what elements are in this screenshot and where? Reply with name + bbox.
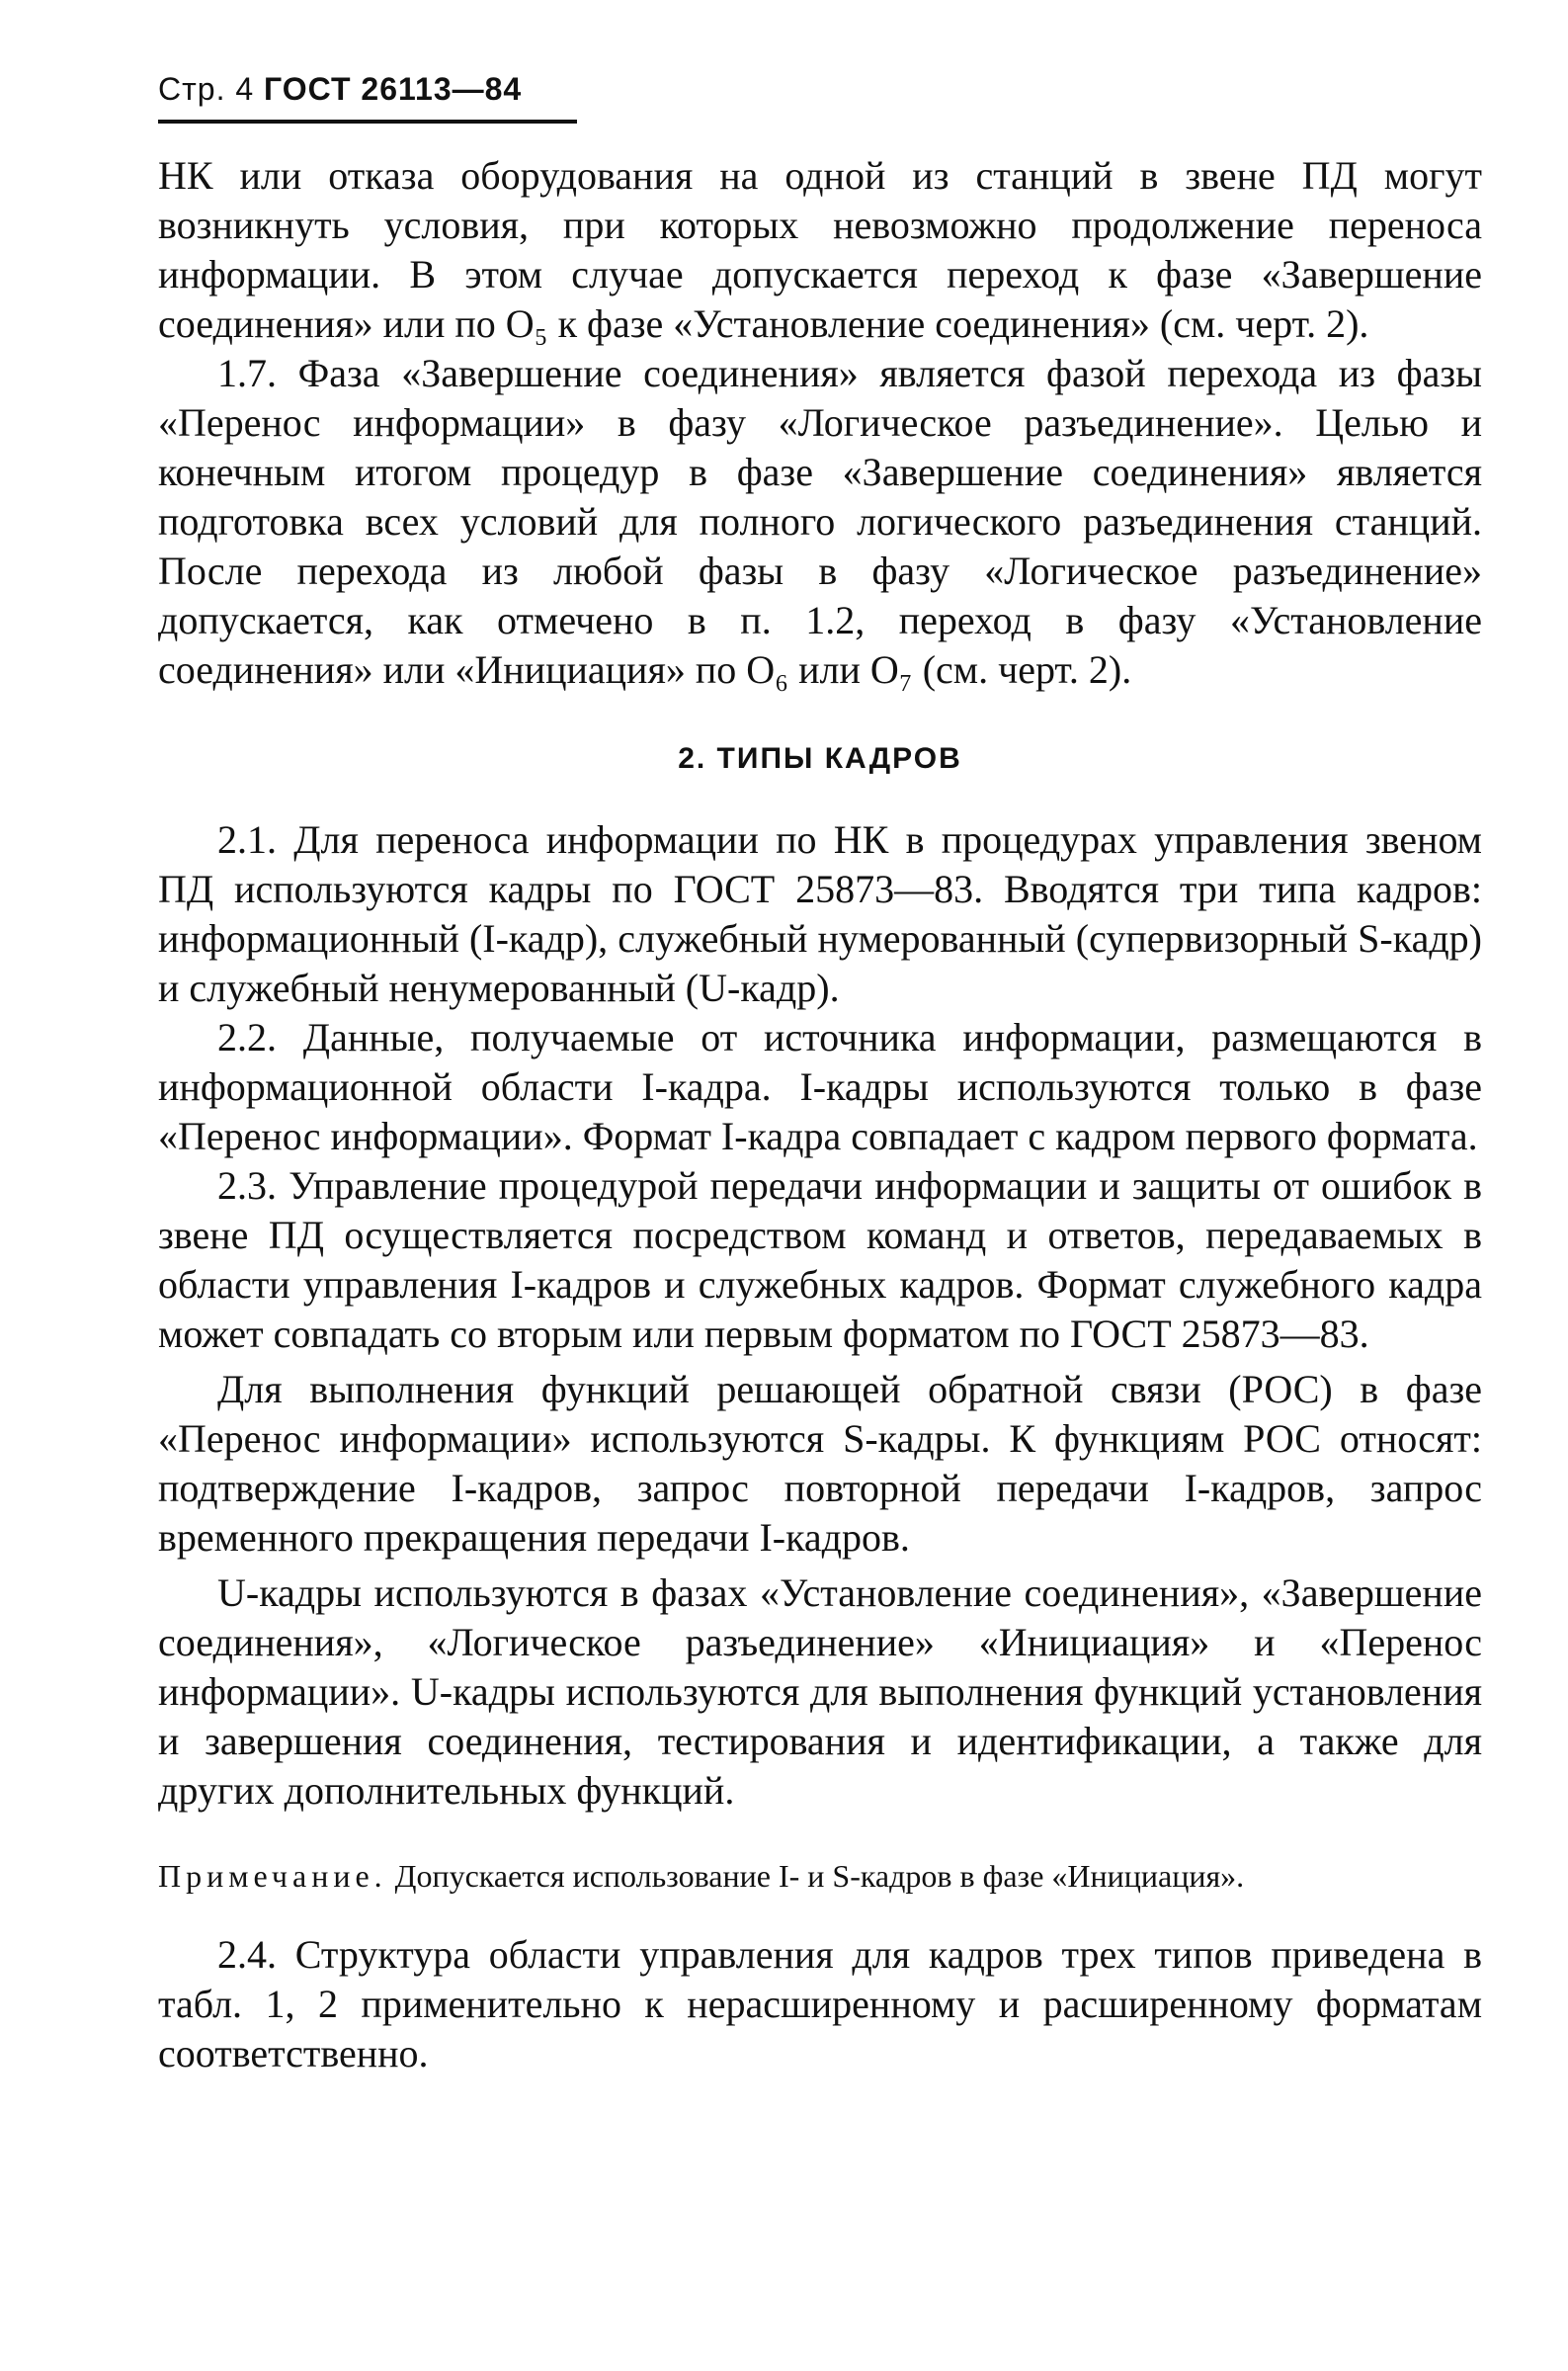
paragraph-2-3: 2.3. Управление процедурой передачи информации и защиты от ошибок в звене ПД осуществляется посредством команд и ответов, передаваемых в области управления I-кадров и служебных кадров. Формат служебного кадра может совпадать со вторым или первым форматом по ГОСТ 25873—83. <box>158 1163 1482 1356</box>
paragraph-2-2: 2.2. Данные, получаемые от источника информации, размещаются в информационной области I-кадра. I-кадры используются только в фазе «Перенос информации». Формат I-кадра совпадает с кадром первого формата. <box>158 1015 1482 1158</box>
paragraph-continuation: НК или отказа оборудования на одной из станций в звене ПД могут возникнуть условия, при которых невозможно продолжение переноса информации. В этом случае допускается переход к фазе «Завершение соединения» или по O₅ к фазе «Установление соединения» (см. черт. 2). <box>158 153 1482 346</box>
paragraph-u-frames: U-кадры используются в фазах «Установление соединения», «Завершение соединения», «Логическое разъединение» «Инициация» и «Перенос информации». U-кадры используются для выполнения функций установления и завершения соединения, тестирования и идентификации, а также для других дополнительных функций. <box>158 1570 1482 1813</box>
header-rule <box>158 120 577 124</box>
paragraph-2-1: 2.1. Для переноса информации по НК в процедурах управления звеном ПД используются кадры по ГОСТ 25873—83. Вводятся три типа кадров: информационный (I-кадр), служебный нумерованный (супервизорный S-кадр) и служебный ненумерованный (U-кадр). <box>158 817 1482 1010</box>
note-text: Допускается использование I- и S-кадров в фазе «Инициация». <box>386 1858 1245 1894</box>
paragraph-roc: Для выполнения функций решающей обратной связи (РОС) в фазе «Перенос информации» используются S-кадры. К функциям РОС относят: подтверждение I-кадров, запрос повторной передачи I-кадров, запрос временного прекращения передачи I-кадров. <box>158 1367 1482 1560</box>
note-label: Примечание. <box>158 1858 387 1894</box>
section-2-title: 2. ТИПЫ КАДРОВ <box>678 742 962 775</box>
page-header <box>158 71 1482 108</box>
paragraph-2-4: 2.4. Структура области управления для кадров трех типов приведена в табл. 1, 2 применительно к нерасширенному и расширенному форматам соответственно. <box>158 1932 1482 2075</box>
document-page <box>158 71 1482 2078</box>
paragraph-1-7: 1.7. Фаза «Завершение соединения» является фазой перехода из фазы «Перенос информации» в фазу «Логическое разъединение». Целью и конечным итогом процедур в фазе «Завершение соединения» является подготовка всех условий для полного логического разъединения станций. После перехода из любой фазы в фазу «Логическое разъединение» допускается, как отмечено в п. 1.2, переход в фазу «Установление соединения» или «Инициация» по O₆ или O₇ (см. черт. 2). <box>158 351 1482 692</box>
note <box>158 1855 1482 1897</box>
page-number-label: Стр. 4 <box>158 71 255 107</box>
document-code: ГОСТ 26113—84 <box>264 71 523 107</box>
